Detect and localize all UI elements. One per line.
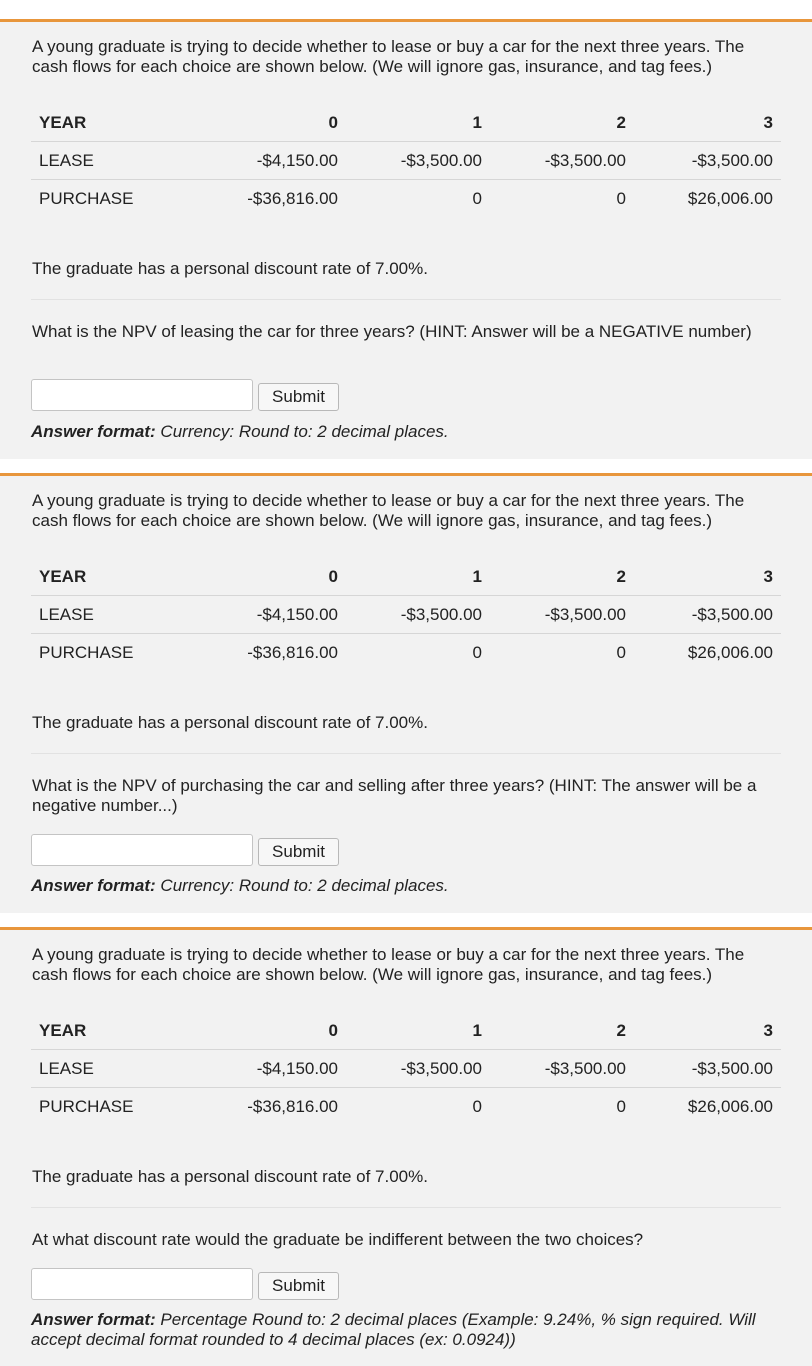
question-text: What is the NPV of purchasing the car and selling after three years? (HINT: The answer will be a negative number...) xyxy=(32,776,757,815)
cell-purchase-0: -$36,816.00 xyxy=(247,1097,338,1116)
cash-flow-table xyxy=(31,1012,781,1126)
table-row-lease xyxy=(31,596,781,634)
header-year-3: 3 xyxy=(763,1021,773,1040)
row-label: LEASE xyxy=(39,151,94,170)
header-year-0: 0 xyxy=(328,1021,338,1040)
header-year-2: 2 xyxy=(616,567,626,586)
discount-rate-text: The graduate has a personal discount rate of 7.00%. xyxy=(32,259,428,278)
header-year: YEAR xyxy=(39,113,87,132)
cell-lease-0: -$4,150.00 xyxy=(256,605,338,624)
answer-format-text: Currency: Round to: 2 decimal places. xyxy=(160,422,449,441)
cell-purchase-2: 0 xyxy=(616,1097,626,1116)
row-label: PURCHASE xyxy=(39,643,134,662)
cell-lease-0: -$4,150.00 xyxy=(256,151,338,170)
cell-lease-3: -$3,500.00 xyxy=(691,151,773,170)
answer-input[interactable] xyxy=(31,1268,253,1300)
question-intro: A young graduate is trying to decide whether to lease or buy a car for the next three years. The cash flows for each choice are shown below. (We will ignore gas, insurance, and tag fees.) xyxy=(32,37,745,76)
question-panel-3 xyxy=(0,927,812,1366)
answer-format xyxy=(31,876,781,896)
header-year-3: 3 xyxy=(763,113,773,132)
question-panel-2 xyxy=(0,473,812,913)
divider xyxy=(31,299,781,300)
question-text: What is the NPV of leasing the car for three years? (HINT: Answer will be a NEGATIVE number) xyxy=(32,322,752,341)
table-row-purchase xyxy=(31,180,781,218)
question-intro: A young graduate is trying to decide whether to lease or buy a car for the next three years. The cash flows for each choice are shown below. (We will ignore gas, insurance, and tag fees.) xyxy=(32,945,745,984)
cell-lease-0: -$4,150.00 xyxy=(256,1059,338,1078)
header-year-2: 2 xyxy=(616,1021,626,1040)
header-year: YEAR xyxy=(39,567,87,586)
answer-input[interactable] xyxy=(31,834,253,866)
cell-lease-1: -$3,500.00 xyxy=(400,605,482,624)
discount-rate-text: The graduate has a personal discount rate of 7.00%. xyxy=(32,1167,428,1186)
table-row-lease xyxy=(31,1050,781,1088)
table-header-row xyxy=(31,1012,781,1050)
submit-button[interactable]: Submit xyxy=(258,838,339,866)
answer-format xyxy=(31,422,781,442)
table-row-purchase xyxy=(31,1088,781,1126)
question-intro: A young graduate is trying to decide whether to lease or buy a car for the next three years. The cash flows for each choice are shown below. (We will ignore gas, insurance, and tag fees.) xyxy=(32,491,745,530)
cell-lease-2: -$3,500.00 xyxy=(544,151,626,170)
cell-lease-2: -$3,500.00 xyxy=(544,1059,626,1078)
cell-lease-1: -$3,500.00 xyxy=(400,1059,482,1078)
table-row-lease xyxy=(31,142,781,180)
header-year-1: 1 xyxy=(472,1021,482,1040)
cell-lease-3: -$3,500.00 xyxy=(691,1059,773,1078)
header-year-0: 0 xyxy=(328,113,338,132)
header-year-0: 0 xyxy=(328,567,338,586)
divider xyxy=(31,1207,781,1208)
cell-purchase-2: 0 xyxy=(616,643,626,662)
submit-button[interactable]: Submit xyxy=(258,1272,339,1300)
cell-lease-2: -$3,500.00 xyxy=(544,605,626,624)
table-row-purchase xyxy=(31,634,781,672)
answer-format-label: Answer format: xyxy=(31,422,156,441)
row-label: LEASE xyxy=(39,1059,94,1078)
table-header-row xyxy=(31,558,781,596)
header-year: YEAR xyxy=(39,1021,87,1040)
question-text: At what discount rate would the graduate be indifferent between the two choices? xyxy=(32,1230,644,1249)
cell-purchase-1: 0 xyxy=(472,1097,482,1116)
answer-format-label: Answer format: xyxy=(31,1310,156,1329)
row-label: LEASE xyxy=(39,605,94,624)
cell-lease-3: -$3,500.00 xyxy=(691,605,773,624)
cell-purchase-0: -$36,816.00 xyxy=(247,189,338,208)
table-header-row xyxy=(31,104,781,142)
cell-purchase-1: 0 xyxy=(472,189,482,208)
question-panel-1 xyxy=(0,19,812,459)
cell-purchase-3: $26,006.00 xyxy=(687,1097,773,1116)
cell-lease-1: -$3,500.00 xyxy=(400,151,482,170)
discount-rate-text: The graduate has a personal discount rate of 7.00%. xyxy=(32,713,428,732)
header-year-2: 2 xyxy=(616,113,626,132)
header-year-1: 1 xyxy=(472,113,482,132)
submit-button[interactable]: Submit xyxy=(258,383,339,411)
row-label: PURCHASE xyxy=(39,189,134,208)
cell-purchase-0: -$36,816.00 xyxy=(247,643,338,662)
answer-format-label: Answer format: xyxy=(31,876,156,895)
divider xyxy=(31,753,781,754)
cell-purchase-2: 0 xyxy=(616,189,626,208)
answer-input[interactable] xyxy=(31,379,253,411)
cell-purchase-3: $26,006.00 xyxy=(687,643,773,662)
answer-format-text: Percentage Round to: 2 decimal places (Example: 9.24%, % sign required. Will accept decimal format rounded to 4 decimal places (ex: 0.0924)) xyxy=(31,1310,756,1349)
cell-purchase-3: $26,006.00 xyxy=(687,189,773,208)
answer-format-text: Currency: Round to: 2 decimal places. xyxy=(160,876,449,895)
cash-flow-table xyxy=(31,558,781,672)
cash-flow-table xyxy=(31,104,781,218)
cell-purchase-1: 0 xyxy=(472,643,482,662)
header-year-3: 3 xyxy=(763,567,773,586)
row-label: PURCHASE xyxy=(39,1097,134,1116)
answer-format xyxy=(31,1310,781,1350)
header-year-1: 1 xyxy=(472,567,482,586)
